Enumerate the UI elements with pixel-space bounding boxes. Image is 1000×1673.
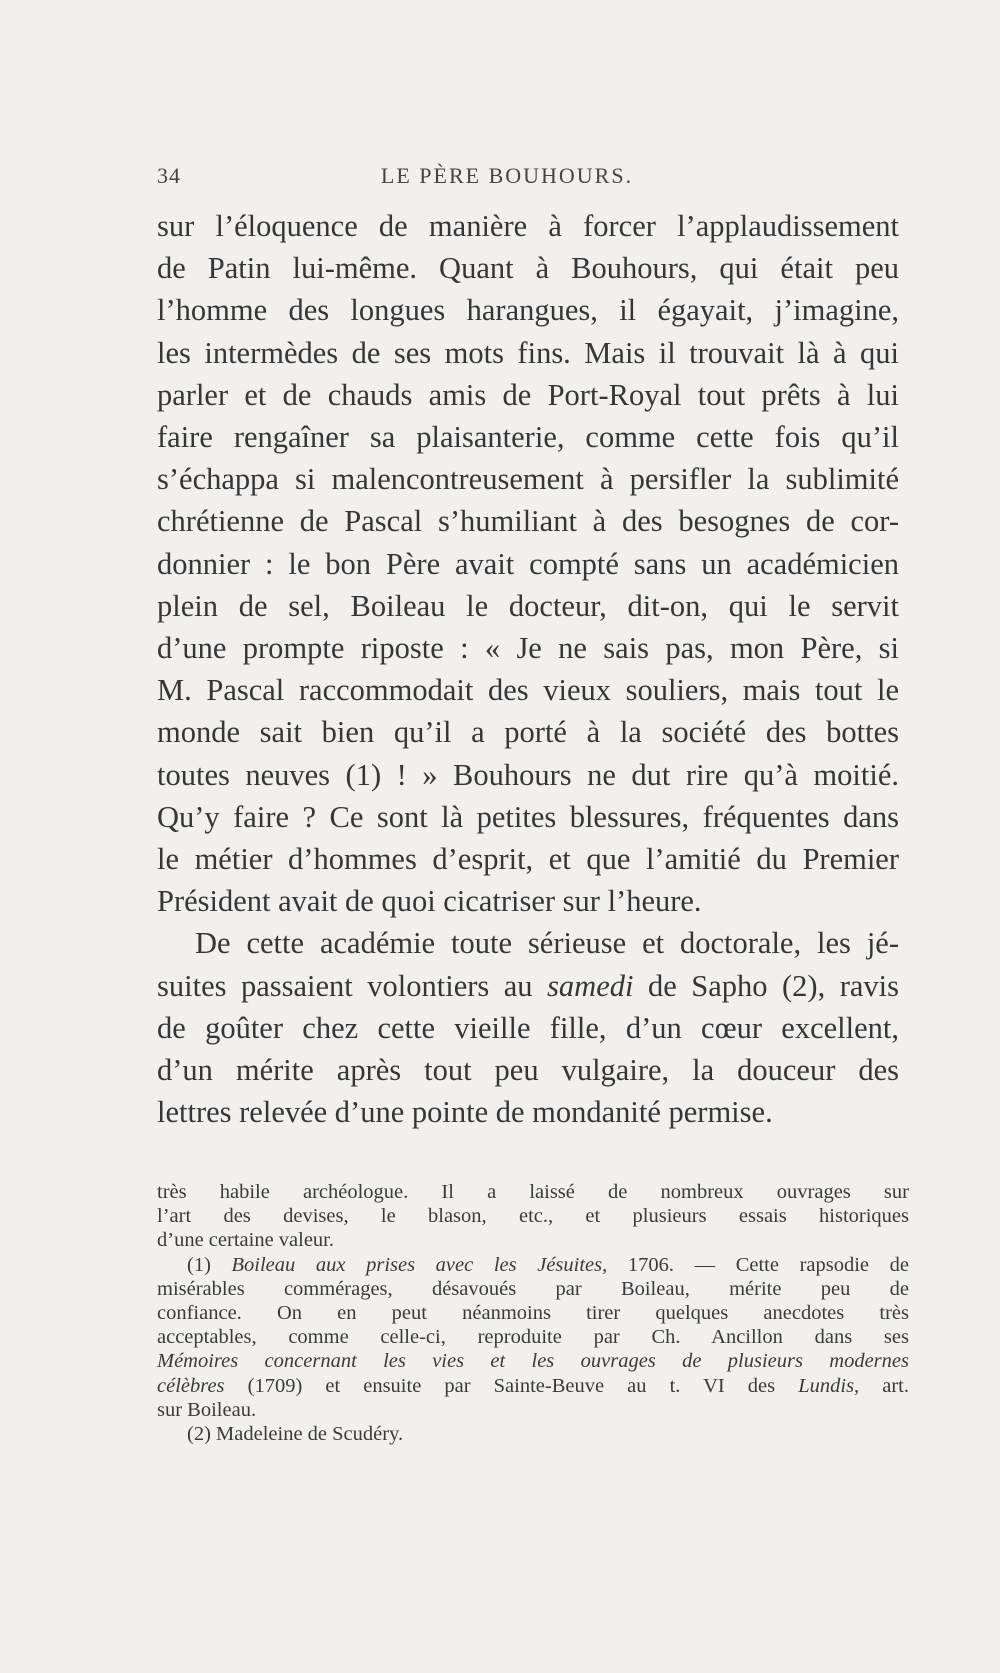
paragraph-2-line: d’un mérite après tout peu vulgaire, la douceur des [157,1053,899,1088]
body-line: Qu’y faire ? Ce sont là petites blessures, fréquentes dans [157,799,899,834]
body-line: plein de sel, Boileau le docteur, dit-on, qui le servit [157,588,899,623]
body-line: s’échappa si malencontreusement à persifler la sublimité [157,462,899,497]
footnote-line: sur Boileau. [157,1398,257,1421]
footnotes [157,1180,909,1446]
italic-text: Boileau aux prises avec les Jésuites [231,1253,603,1276]
italic-text: Lundis [798,1374,855,1397]
text-run: (1709) et ensuite par Sainte-Beuve au t. VI des [224,1374,799,1397]
footnote-line: l’art des devises, le blason, etc., et plusieurs essais historiques [157,1205,909,1228]
running-title: LE PÈRE BOUHOURS. [380,163,634,188]
body-line: toutes neuves (1) ! » Bouhours ne dut rire qu’à moitié. [157,757,899,792]
body-line: de Patin lui-même. Quant à Bouhours, qui était peu [157,251,899,286]
footnote-line [157,1374,909,1398]
text-run: , art. [854,1374,909,1397]
text-run: , 1706. — Cette rapsodie de [602,1253,909,1276]
paragraph-2-line: de goûter chez cette vieille fille, d’un cœur excellent, [157,1010,899,1045]
body-line: le métier d’hommes d’esprit, et que l’amitié du Premier [157,842,899,877]
body-line: monde sait bien qu’il a porté à la société des bottes [157,715,899,750]
footnote-line: acceptables, comme celle-ci, reproduite par Ch. Ancillon dans ses [157,1326,909,1349]
body-line: les intermèdes de ses mots fins. Mais il trouvait là à qui [157,335,899,370]
body-line: M. Pascal raccommodait des vieux souliers, mais tout le [157,673,899,708]
paragraph-2-line [157,965,899,1007]
paragraph-2-line: De cette académie toute sérieuse et doctorale, les jé- [195,926,899,961]
running-head [157,163,857,193]
footnote-line: très habile archéologue. Il a laissé de nombreux ouvrages sur [157,1181,909,1203]
body-text [157,205,899,1133]
italic-text: Mémoires concernant les vies et les ouvrages de plusieurs modernes [157,1350,909,1373]
footnote-2: (2) Madeleine de Scudéry. [187,1423,404,1446]
footnote-1 [157,1253,909,1277]
body-line: chrétienne de Pascal s’humiliant à des besognes de cor- [157,504,899,539]
italic-text: samedi [547,968,634,1003]
body-line: parler et de chauds amis de Port-Royal tout prêts à lui [157,377,899,412]
footnote-line: d’une certaine valeur. [157,1229,335,1252]
footnote-line: confiance. On en peut néanmoins tirer quelques anecdotes très [157,1302,909,1325]
footnote-line: misérables commérages, désavoués par Boileau, mérite peu de [157,1277,909,1300]
body-line: sur l’éloquence de manière à forcer l’applaudissement [157,209,899,243]
text-run: de Sapho (2), ravis [633,968,900,1003]
body-line: faire rengaîner sa plaisanterie, comme cette fois qu’il [157,420,899,455]
paragraph-2-line: lettres relevée d’une pointe de mondanité permise. [157,1095,773,1130]
body-line: d’une prompte riposte : « Je ne sais pas, mon Père, si [157,631,899,666]
body-line: l’homme des longues harangues, il égayait, j’imagine, [157,293,899,328]
text-run: suites passaient volontiers au [157,968,548,1003]
footnote-line [157,1349,909,1373]
body-line: donnier : le bon Père avait compté sans un académicien [157,546,899,581]
page-number: 34 [157,163,181,188]
italic-text: célèbres [157,1374,225,1397]
footnote-marker: (1) [187,1253,232,1276]
body-line: Président avait de quoi cicatriser sur l’heure. [157,884,702,919]
